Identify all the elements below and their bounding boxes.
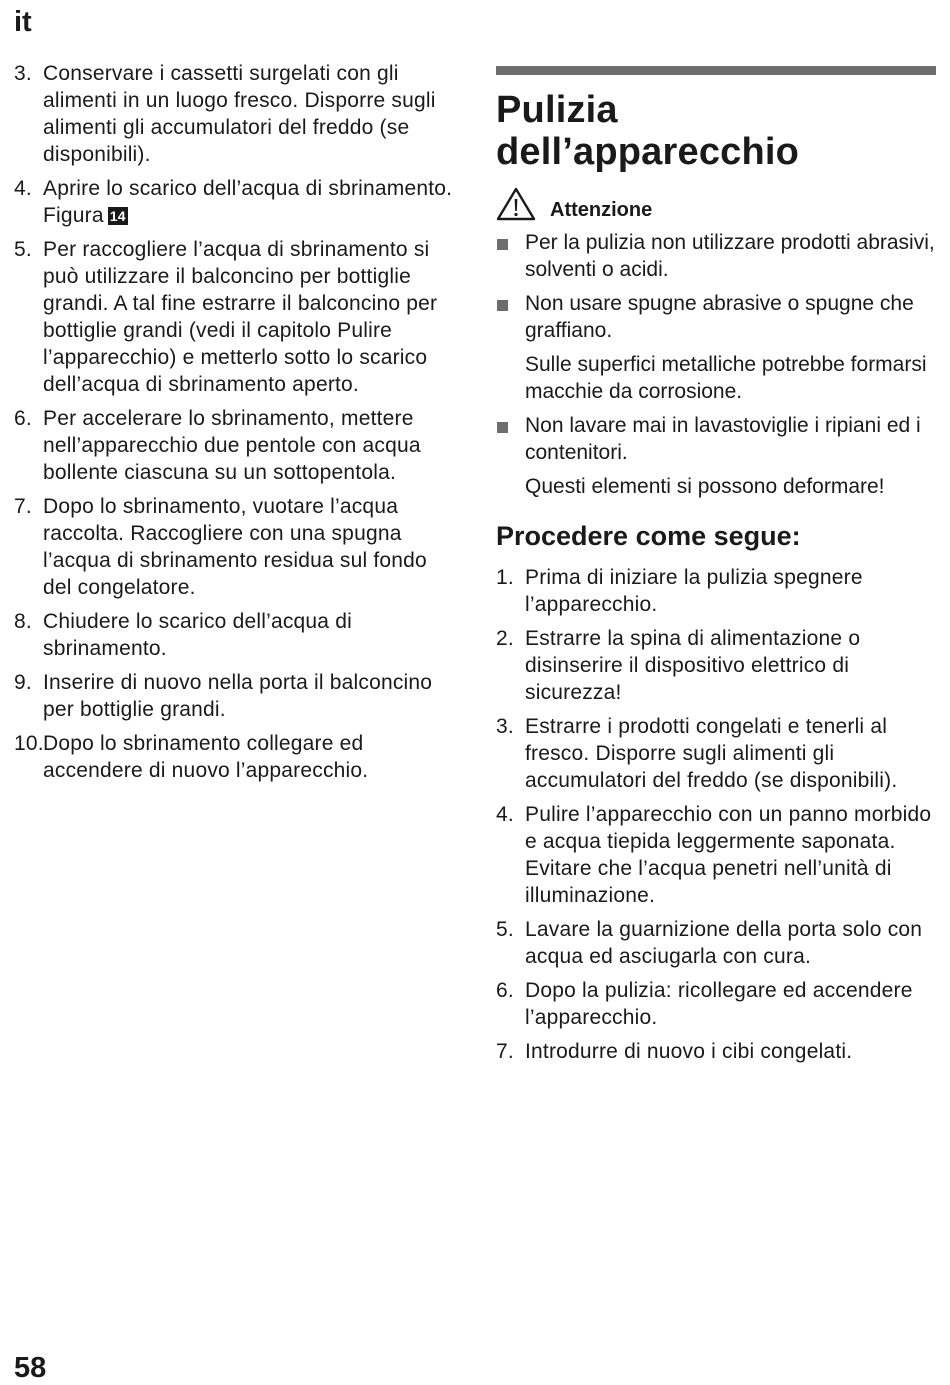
step-text: Prima di iniziare la pulizia spegnere l’apparecchio. <box>525 566 863 616</box>
step-text: Dopo lo sbrinamento, vuotare l’acqua raccolta. Raccogliere con una spugna l’acqua di sbrinamento residua sul fondo del congelatore. <box>43 495 427 599</box>
step-number: 6. <box>496 979 514 1002</box>
step-text: Per raccogliere l’acqua di sbrinamento si può utilizzare il balconcino per bottiglie grandi. A tal fine estrarre il balconcino per bottiglie grandi (vedi il capitolo Pulire l’apparecchio) e metterlo sotto lo scarico dell’acqua di sbrinamento aperto. <box>43 238 438 396</box>
figure-reference: 14 <box>109 208 126 224</box>
attention-list <box>496 229 936 500</box>
list-item <box>496 564 936 618</box>
square-bullet-icon <box>497 422 508 433</box>
step-text: Dopo la pulizia: ricollegare ed accendere l’apparecchio. <box>525 979 913 1029</box>
step-number: 1. <box>496 566 514 589</box>
step-text: Estrarre la spina di alimentazione o disinserire il dispositivo elettrico di sicurezza! <box>525 627 861 704</box>
list-item <box>14 608 454 662</box>
step-text: Lavare la guarnizione della porta solo con acqua ed asciugarla con cura. <box>525 918 923 968</box>
list-item <box>496 1038 936 1065</box>
step-number: 2. <box>496 627 514 650</box>
list-item <box>496 713 936 794</box>
step-number: 9. <box>14 671 32 694</box>
attention-heading <box>496 187 936 221</box>
list-item <box>14 405 454 486</box>
step-number: 5. <box>14 238 32 261</box>
step-number: 6. <box>14 407 32 430</box>
step-text: Pulire l’apparecchio con un panno morbido e acqua tiepida leggermente saponata. Evitare che l’acqua penetri nell’unità di illuminazione. <box>525 803 932 907</box>
language-code: it <box>14 6 32 38</box>
section-title-line1: Pulizia <box>496 89 618 131</box>
list-item <box>14 493 454 601</box>
list-item <box>496 625 936 706</box>
square-bullet-icon <box>497 300 508 311</box>
step-number: 10. <box>14 732 44 755</box>
list-item <box>496 229 936 283</box>
list-item <box>14 669 454 723</box>
section-divider <box>496 66 936 75</box>
procedure-heading: Procedere come segue: <box>496 521 801 551</box>
left-column <box>14 60 454 791</box>
step-number: 3. <box>14 62 32 85</box>
warning-text: Non lavare mai in lavastoviglie i ripiani ed i contenitori. <box>525 414 921 464</box>
list-item <box>14 175 454 229</box>
step-text: Aprire lo scarico dell’acqua di sbrinamento. Figura <box>43 177 453 227</box>
step-number: 7. <box>496 1040 514 1063</box>
warning-triangle-icon <box>496 187 536 221</box>
list-item <box>496 916 936 970</box>
attention-label: Attenzione <box>550 199 653 221</box>
list-item <box>14 730 454 784</box>
list-item <box>14 60 454 168</box>
step-text: Chiudere lo scarico dell’acqua di sbrinamento. <box>43 610 352 660</box>
step-text: Conservare i cassetti surgelati con gli alimenti in un luogo fresco. Disporre sugli alimenti gli accumulatori del freddo (se disponibili). <box>43 62 436 166</box>
step-number: 8. <box>14 610 32 633</box>
list-item <box>14 236 454 398</box>
step-text: Estrarre i prodotti congelati e tenerli al fresco. Disporre sugli alimenti gli accumulatori del freddo (se disponibili). <box>525 715 898 792</box>
list-item <box>496 801 936 909</box>
right-column <box>496 66 936 1072</box>
warning-note: Sulle superfici metalliche potrebbe formarsi macchie da corrosione. <box>525 353 927 403</box>
step-number: 5. <box>496 918 514 941</box>
list-item <box>496 977 936 1031</box>
cleaning-steps-list <box>496 564 936 1065</box>
step-number: 4. <box>496 803 514 826</box>
defrost-steps-list <box>14 60 454 784</box>
warning-text: Non usare spugne abrasive o spugne che graffiano. <box>525 292 914 342</box>
step-text: Per accelerare lo sbrinamento, mettere nell’apparecchio due pentole con acqua bollente ciascuna su un sottopentola. <box>43 407 421 484</box>
section-title <box>496 89 936 173</box>
step-text: Dopo lo sbrinamento collegare ed accendere di nuovo l’apparecchio. <box>43 732 369 782</box>
section-title-line2: dell’apparecchio <box>496 131 800 173</box>
list-item <box>496 290 936 405</box>
step-number: 7. <box>14 495 32 518</box>
step-text: Introdurre di nuovo i cibi congelati. <box>525 1040 853 1063</box>
step-number: 3. <box>496 715 514 738</box>
warning-text: Per la pulizia non utilizzare prodotti abrasivi, solventi o acidi. <box>525 231 935 281</box>
warning-note: Questi elementi si possono deformare! <box>525 475 885 498</box>
step-number: 4. <box>14 177 32 200</box>
step-text: Inserire di nuovo nella porta il balconcino per bottiglie grandi. <box>43 671 433 721</box>
page-number: 58 <box>14 1352 47 1384</box>
square-bullet-icon <box>497 239 508 250</box>
list-item <box>496 412 936 500</box>
